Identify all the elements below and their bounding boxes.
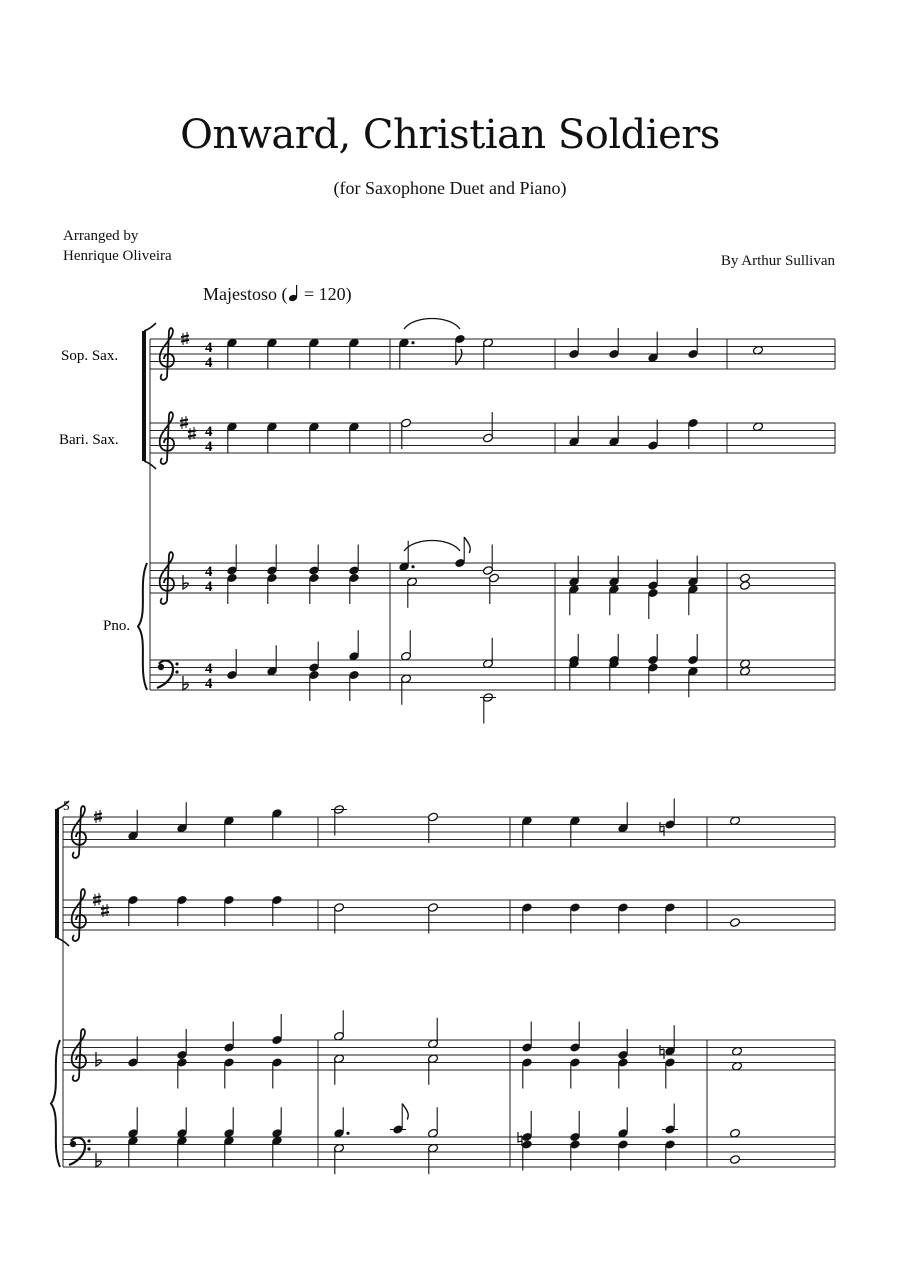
note (176, 895, 187, 926)
note (333, 1107, 349, 1138)
note (569, 1111, 580, 1142)
note (729, 1155, 740, 1165)
natural-icon (518, 1132, 522, 1146)
label-piano: Pno. (103, 618, 131, 634)
note (617, 1107, 628, 1138)
note (647, 663, 658, 694)
note (521, 816, 532, 847)
note (521, 903, 532, 934)
note (521, 1022, 532, 1053)
note (568, 584, 579, 615)
note (348, 338, 359, 369)
note (647, 634, 658, 665)
note (226, 422, 237, 453)
note (647, 420, 658, 451)
note (223, 816, 234, 847)
note (308, 422, 319, 453)
note (427, 812, 438, 843)
slur (404, 541, 460, 552)
note (617, 1058, 628, 1089)
note (223, 1058, 234, 1089)
note (482, 545, 493, 576)
bass-clef-icon (69, 1138, 91, 1165)
note (348, 422, 359, 453)
note (647, 588, 658, 619)
piece-subtitle: (for Saxophone Duet and Piano) (333, 178, 567, 198)
staff-bari-sax-2 (63, 900, 835, 930)
label-bari-sax: Bari. Sax. (59, 432, 119, 448)
note (127, 1037, 138, 1068)
note (176, 802, 187, 833)
note (664, 903, 675, 934)
note (348, 573, 359, 604)
note (271, 1136, 282, 1167)
note (482, 338, 493, 369)
note (617, 903, 628, 934)
note (266, 545, 277, 576)
note (729, 918, 740, 928)
time-signature (205, 424, 213, 455)
note (608, 659, 619, 690)
note (521, 1111, 532, 1142)
piano-brace (138, 563, 147, 690)
note (568, 416, 579, 447)
note (266, 573, 277, 604)
note (266, 422, 277, 453)
note (569, 1058, 580, 1089)
note (308, 573, 319, 604)
note (398, 541, 414, 572)
note (647, 560, 658, 591)
note (480, 693, 496, 724)
note (331, 805, 347, 836)
arranger-label: Arranged by (63, 228, 139, 244)
note (664, 1058, 675, 1089)
note (454, 334, 465, 365)
note (482, 638, 493, 669)
note (687, 328, 698, 359)
note (266, 645, 277, 676)
note (427, 1054, 438, 1085)
svg-text:4: 4 (205, 355, 213, 371)
note (266, 338, 277, 369)
tempo-text-before: Majestoso ( (203, 284, 288, 304)
note (569, 1140, 580, 1171)
svg-text:4: 4 (205, 676, 213, 692)
note (739, 581, 750, 591)
note (348, 630, 359, 661)
note (127, 895, 138, 926)
svg-text:4: 4 (205, 661, 213, 677)
note (687, 418, 698, 449)
note (223, 1136, 234, 1167)
note (226, 649, 237, 680)
note (176, 1107, 187, 1138)
note (390, 1104, 408, 1135)
note (569, 1022, 580, 1053)
slur (404, 319, 460, 330)
note (664, 1140, 675, 1171)
piano-brace (51, 1040, 60, 1167)
note (406, 577, 417, 608)
time-signature (205, 564, 213, 595)
note (488, 573, 499, 604)
note (226, 573, 237, 604)
note (348, 545, 359, 576)
staff-sop-sax-2 (63, 817, 835, 847)
note (617, 1029, 628, 1060)
note (608, 584, 619, 615)
note (687, 634, 698, 665)
flat-icon (183, 575, 188, 589)
note (398, 338, 414, 369)
note (482, 412, 493, 443)
note (333, 1143, 344, 1174)
time-signature (205, 661, 213, 692)
note (400, 418, 411, 449)
svg-text:4: 4 (205, 340, 213, 356)
note (617, 802, 628, 833)
note (427, 1107, 438, 1138)
note (176, 1136, 187, 1167)
note (664, 799, 675, 830)
svg-text:4: 4 (205, 564, 213, 580)
note (226, 545, 237, 576)
note (223, 1022, 234, 1053)
note (176, 1029, 187, 1060)
time-signature (205, 340, 213, 371)
piece-title: Onward, Christian Soldiers (180, 112, 720, 158)
note (127, 1107, 138, 1138)
note (176, 1058, 187, 1089)
label-sop-sax: Sop. Sax. (61, 348, 119, 364)
note (308, 642, 319, 673)
note (333, 903, 344, 934)
note (662, 1104, 678, 1135)
measure-number-5: 5 (63, 798, 70, 813)
note (427, 1143, 438, 1174)
tempo-text-after: = 120) (299, 284, 352, 304)
note (400, 630, 411, 661)
note (226, 338, 237, 369)
note (271, 1107, 282, 1138)
note (127, 1136, 138, 1167)
note (521, 1058, 532, 1089)
composer-credit: By Arthur Sullivan (720, 253, 835, 269)
note (687, 666, 698, 697)
note (608, 416, 619, 447)
note (568, 328, 579, 359)
flat-icon (96, 1052, 101, 1066)
note (223, 895, 234, 926)
note (687, 556, 698, 587)
note (427, 903, 438, 934)
note (333, 1054, 344, 1085)
note (308, 545, 319, 576)
note (608, 328, 619, 359)
note (127, 810, 138, 841)
note (308, 338, 319, 369)
note (223, 1107, 234, 1138)
note (569, 816, 580, 847)
note (664, 1025, 675, 1056)
note (617, 1140, 628, 1171)
note (569, 903, 580, 934)
note (568, 556, 579, 587)
note (348, 670, 359, 701)
note (427, 1018, 438, 1049)
note (271, 895, 282, 926)
note (271, 1058, 282, 1089)
bass-clef-icon (157, 661, 179, 688)
svg-text:4: 4 (205, 424, 213, 440)
note (271, 1014, 282, 1045)
arranger-name: Henrique Oliveira (63, 248, 172, 264)
note (608, 556, 619, 587)
note (647, 332, 658, 363)
svg-text:4: 4 (205, 439, 213, 455)
note (568, 659, 579, 690)
svg-text:4: 4 (205, 579, 213, 595)
note (333, 1010, 344, 1041)
note (271, 808, 282, 839)
note (308, 670, 319, 701)
note (521, 1140, 532, 1171)
note (687, 584, 698, 615)
note (400, 674, 411, 705)
